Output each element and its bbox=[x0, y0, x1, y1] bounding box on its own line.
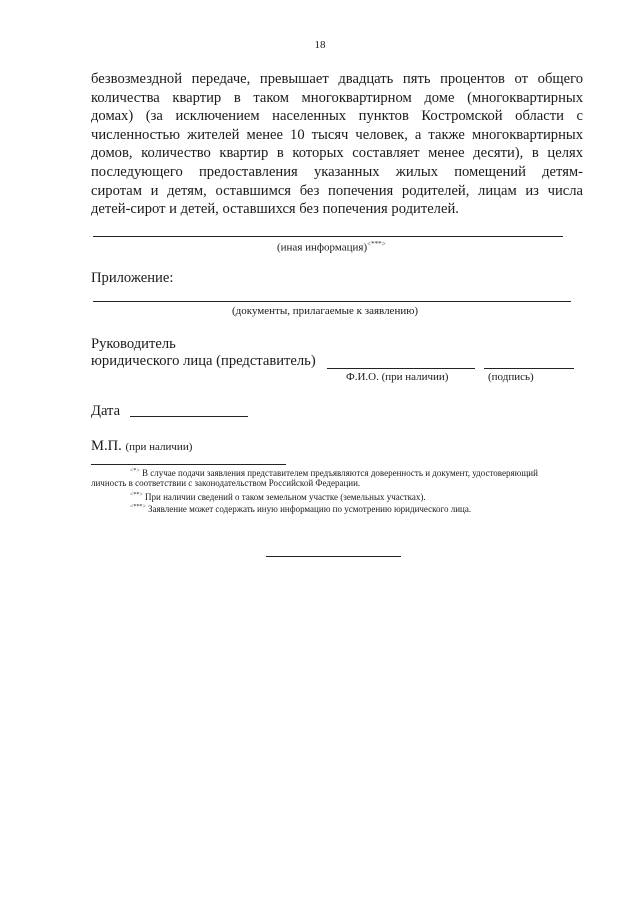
paragraph-line: домах) (за исключением населенных пунктов Костромской области с bbox=[91, 108, 583, 125]
seal-label: М.П. (при наличии) bbox=[91, 438, 193, 454]
end-rule bbox=[266, 556, 401, 557]
head-label: Руководитель bbox=[91, 336, 176, 352]
paragraph-line: безвозмездной передаче, превышает двадцать пять процентов от общего bbox=[91, 71, 583, 87]
signature-line bbox=[484, 368, 574, 369]
paragraph-line: численностью жителей менее 10 тысяч человек, а также многоквартирных bbox=[91, 126, 583, 143]
representative-label: юридического лица (представитель) bbox=[91, 353, 316, 369]
main-paragraph bbox=[91, 70, 583, 219]
other-info-caption: (иная информация)<***> bbox=[277, 240, 386, 254]
footnote-1-continuation: личность в соответствии с законодательством Российской Федерации. bbox=[91, 478, 361, 488]
paragraph-line: сиротам и детям, оставшимся без попечения родителей, лицам из числа bbox=[91, 182, 583, 199]
attachment-caption: (документы, прилагаемые к заявлению) bbox=[232, 305, 419, 317]
seal-note: (при наличии) bbox=[125, 441, 193, 453]
attachment-line bbox=[93, 301, 571, 302]
paragraph-line: домов, количество квартир в которых составляет менее десяти), в целях bbox=[91, 145, 583, 162]
date-label: Дата bbox=[91, 403, 121, 419]
paragraph-line: детей-сирот и детей, оставшихся без попечения родителей. bbox=[91, 201, 459, 218]
signature-caption: (подпись) bbox=[488, 371, 534, 383]
paragraph-line: количества квартир в таком многоквартирном доме (многоквартирных bbox=[91, 89, 583, 106]
other-info-line bbox=[93, 236, 563, 237]
page-number: 18 bbox=[314, 39, 326, 51]
footnote-marker: <***> bbox=[130, 504, 146, 510]
footnote-1: <*> В случае подачи заявления представителем предъявляются доверенность и документ, удостоверяющий bbox=[130, 468, 538, 478]
fio-line bbox=[327, 368, 475, 369]
footnote-marker: <*> bbox=[130, 468, 140, 474]
footnote-marker: <**> bbox=[130, 492, 143, 498]
attachment-label: Приложение: bbox=[91, 270, 174, 286]
footnote-separator bbox=[91, 464, 286, 465]
footnote-2: <**> При наличии сведений о таком земельном участке (земельных участках). bbox=[130, 492, 426, 502]
footnote-ref-3: <***> bbox=[367, 240, 386, 248]
paragraph-line: последующего предоставления указанных жилых помещений детям- bbox=[91, 163, 583, 180]
footnote-3: <***> Заявление может содержать иную информацию по усмотрению юридического лица. bbox=[130, 504, 472, 514]
fio-caption: Ф.И.О. (при наличии) bbox=[346, 371, 449, 383]
date-line bbox=[130, 416, 248, 417]
